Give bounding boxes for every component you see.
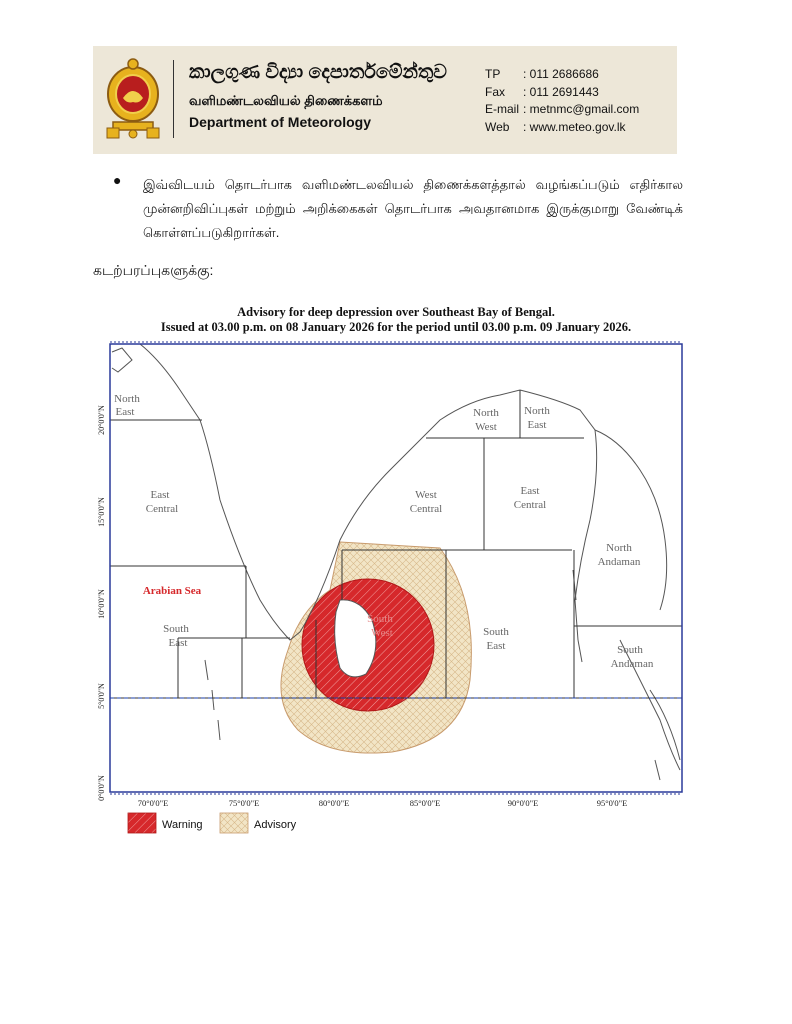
- lat-tick-label: 20°0'0"N: [97, 405, 106, 435]
- legend-swatch-warning: [128, 813, 156, 833]
- region-label: Andaman: [610, 658, 654, 670]
- lon-tick-label: 95°0'0"E: [596, 798, 628, 808]
- org-name-tamil: வளிமண்டலவியல் திணைக்களம்: [189, 93, 383, 108]
- lat-tick-label: 10°0'0"N: [97, 589, 106, 619]
- region-label: West: [371, 627, 393, 639]
- region-label: East: [527, 419, 547, 431]
- region-label: Central: [409, 503, 443, 515]
- arabian-sea-label: Arabian Sea: [142, 585, 202, 597]
- region-label: East: [486, 640, 506, 652]
- map-title-line-2: Issued at 03.00 p.m. on 08 January 2026 for the period until 03.00 p.m. 09 January 2026.: [160, 320, 632, 334]
- legend-swatch-advisory: [220, 813, 248, 833]
- region-label: Central: [145, 503, 179, 515]
- section-label-sea-areas: கடற்பரப்புகளுக்கு:: [93, 262, 214, 278]
- region-label: South: [163, 623, 189, 635]
- contact-value: : 011 2691443: [523, 84, 599, 99]
- map-title-line-1: Advisory for deep depression over Southeast Bay of Bengal.: [237, 305, 555, 319]
- contact-label: Web: [485, 119, 510, 134]
- region-label: North: [524, 405, 550, 417]
- advisory-paragraph: இவ்விடயம் தொடர்பாக வளிமண்டலவியல் திணைக்களத்தால் வழங்கப்படும் எதிர்கால முன்னறிவிப்புகள் மற்றும் அறிக்கைகள் தொடர்பாக அவதானமாக இருக்குமாறு வேண்டிக் கொள்ளப்படுகிறார்கள்.: [143, 177, 683, 240]
- region-label: South: [483, 626, 509, 638]
- bullet-icon: ●: [113, 172, 122, 188]
- region-label: East: [115, 406, 135, 418]
- contact-value: : metnmc@gmail.com: [523, 102, 640, 116]
- map-legend: [128, 813, 297, 833]
- region-label: East: [520, 485, 540, 497]
- lon-tick-label: 75°0'0"E: [228, 798, 260, 808]
- contact-value: : www.meteo.gov.lk: [523, 119, 626, 134]
- org-name-sinhala: කාලගුණ විද්‍යා දෙපාර්තමේන්තුව: [189, 62, 447, 83]
- region-label: North: [114, 393, 140, 405]
- contact-value: : 011 2686686: [523, 67, 599, 81]
- region-label: Andaman: [597, 556, 641, 568]
- lat-tick-label: 0°0'0"N: [97, 775, 106, 801]
- lon-tick-label: 70°0'0"E: [137, 798, 169, 808]
- region-label: South: [367, 613, 393, 625]
- region-label: South: [617, 644, 643, 656]
- region-label: North: [606, 542, 632, 554]
- org-name-english: Department of Meteorology: [189, 114, 372, 130]
- region-label: West: [475, 421, 497, 433]
- region-label: North: [473, 407, 499, 419]
- lon-tick-label: 85°0'0"E: [409, 798, 441, 808]
- legend-label-advisory: Advisory: [254, 819, 297, 831]
- region-label: East: [168, 637, 188, 649]
- lat-tick-label: 5°0'0"N: [97, 683, 106, 709]
- lat-tick-label: 15°0'0"N: [97, 497, 106, 527]
- contact-label: Fax: [485, 84, 506, 99]
- lon-tick-label: 80°0'0"E: [318, 798, 350, 808]
- contact-label: TP: [485, 67, 501, 81]
- contact-label: E-mail: [485, 102, 520, 116]
- region-label: West: [415, 489, 437, 501]
- region-label: Central: [513, 499, 547, 511]
- region-label: East: [150, 489, 170, 501]
- legend-label-warning: Warning: [162, 819, 203, 831]
- lon-tick-label: 90°0'0"E: [507, 798, 539, 808]
